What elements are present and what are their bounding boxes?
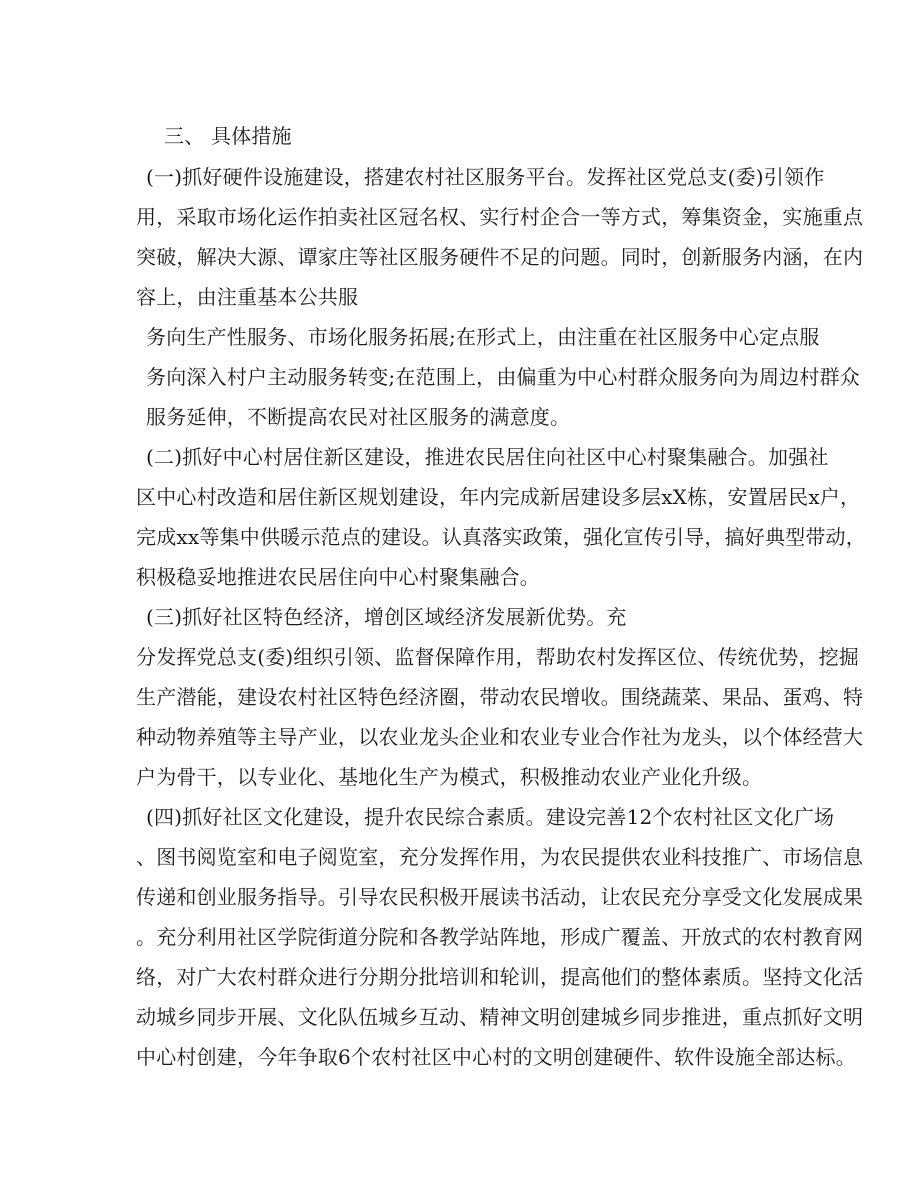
paragraph-line: (四)抓好社区文化建设，提升农民综合素质。建设完善12个农村社区文化广场 bbox=[146, 805, 835, 829]
paragraph-line: 务向生产性服务、市场化服务拓展;在形式上，由注重在社区服务中心定点服 bbox=[146, 325, 820, 349]
paragraph-line: 种动物养殖等主导产业，以农业龙头企业和农业专业合作社为龙头，以个体经营大 bbox=[136, 725, 864, 749]
paragraph-line: 务向深入村户主动服务转变;在范围上，由偏重为中心村群众服务向为周边村群众 bbox=[146, 365, 860, 389]
paragraph-line: 容上，由注重基本公共服 bbox=[136, 285, 359, 309]
paragraph-line: 积极稳妥地推进农民居住向中心村聚集融合。 bbox=[136, 565, 540, 589]
paragraph-line: (三)抓好社区特色经济，增创区域经济发展新优势。充 bbox=[146, 605, 627, 629]
paragraph-line: 动城乡同步开展、文化队伍城乡互动、精神文明创建城乡同步推进，重点抓好文明 bbox=[136, 1005, 864, 1029]
paragraph-line: 完成xx等集中供暖示范点的建设。认真落实政策，强化宣传引导，搞好典型带动， bbox=[136, 525, 866, 549]
paragraph-line: 户为骨干，以专业化、基地化生产为模式，积极推动农业产业化升级。 bbox=[136, 765, 763, 789]
paragraph-line: 用，采取市场化运作拍卖社区冠名权、实行村企合一等方式，筹集资金，实施重点 bbox=[136, 205, 864, 229]
section-heading: 三、 具体措施 bbox=[164, 124, 292, 148]
paragraph-line: 中心村创建，今年争取6个农村社区中心村的文明创建硬件、软件设施全部达标。 bbox=[136, 1045, 856, 1069]
paragraph-line: 突破，解决大源、谭家庄等社区服务硬件不足的问题。同时，创新服务内涵，在内 bbox=[136, 245, 864, 269]
paragraph-line: (一)抓好硬件设施建设，搭建农村社区服务平台。发挥社区党总支(委)引领作 bbox=[146, 165, 825, 189]
paragraph-line: 传递和创业服务指导。引导农民积极开展读书活动，让农民充分享受文化发展成果 bbox=[136, 885, 864, 909]
paragraph-line: 络，对广大农村群众进行分期分批培训和轮训，提高他们的整体素质。坚持文化活 bbox=[136, 965, 864, 989]
paragraph-line: (二)抓好中心村居住新区建设，推进农民居住向社区中心村聚集融合。加强社 bbox=[146, 445, 829, 469]
paragraph-line: 区中心村改造和居住新区规划建设，年内完成新居建设多层xX栋，安置居民x户， bbox=[136, 485, 861, 509]
paragraph-line: 生产潜能，建设农村社区特色经济圈，带动农民增收。围绕蔬菜、果品、蛋鸡、特 bbox=[136, 685, 864, 709]
paragraph-line: 。充分利用社区学院街道分院和各教学站阵地，形成广覆盖、开放式的农村教育网 bbox=[136, 925, 864, 949]
paragraph-line: 分发挥党总支(委)组织引领、监督保障作用，帮助农村发挥区位、传统优势，挖掘 bbox=[136, 645, 860, 669]
paragraph-line: 服务延伸，不断提高农民对社区服务的满意度。 bbox=[146, 405, 571, 429]
paragraph-line: 、图书阅览室和电子阅览室，充分发挥作用，为农民提供农业科技推广、市场信息 bbox=[136, 845, 864, 869]
